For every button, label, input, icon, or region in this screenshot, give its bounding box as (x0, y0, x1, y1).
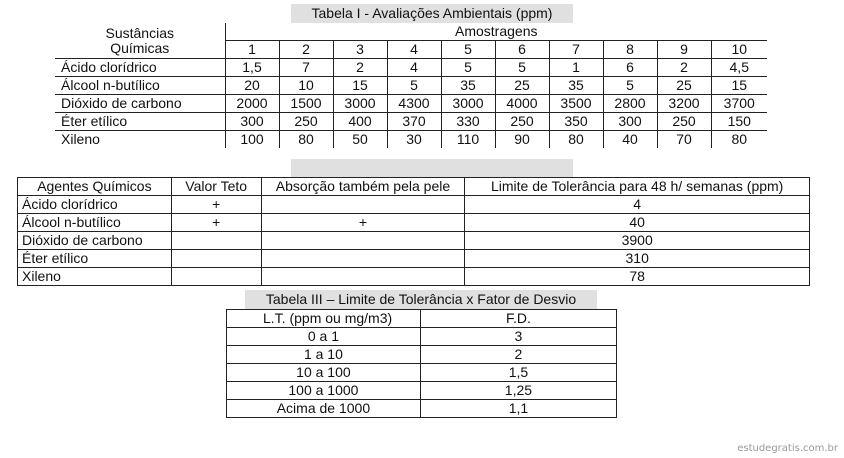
agent-name: Ácido clorídrico (18, 196, 172, 214)
pele-cell (261, 232, 465, 250)
cell: 6 (603, 59, 657, 77)
table-row (18, 196, 810, 214)
table-row (227, 400, 617, 418)
limite-cell: 40 (465, 214, 810, 232)
row-label: Dióxido de carbono (55, 95, 225, 113)
table-row (55, 59, 767, 77)
pele-cell: + (261, 214, 465, 232)
cell: 2800 (603, 95, 657, 113)
limite-cell: 78 (465, 268, 810, 286)
cell: 4300 (387, 95, 441, 113)
table1-corner-header (55, 23, 225, 59)
cell: 4,5 (711, 59, 767, 77)
col-header-7: 7 (549, 41, 603, 59)
cell: 3200 (657, 95, 711, 113)
cell: 5 (495, 59, 549, 77)
cell: 3700 (711, 95, 767, 113)
table-row (18, 232, 810, 250)
range-cell: 10 a 100 (227, 364, 421, 382)
table-row (55, 131, 767, 149)
table2-agentes-quimicos (17, 177, 810, 286)
table2-caption-bar (291, 159, 573, 177)
col-header-1: 1 (225, 41, 279, 59)
cell: 2 (657, 59, 711, 77)
row-label: Éter etílico (55, 113, 225, 131)
col-header-3: 3 (333, 41, 387, 59)
pele-cell (261, 268, 465, 286)
header-limite-tolerancia: Limite de Tolerância para 48 h/ semanas (ppm) (465, 178, 810, 196)
range-cell: 1 a 10 (227, 346, 421, 364)
cell: 300 (225, 113, 279, 131)
col-header-4: 4 (387, 41, 441, 59)
cell: 3500 (549, 95, 603, 113)
cell: 80 (549, 131, 603, 149)
table1-caption: Tabela I - Avaliações Ambientais (ppm) (291, 4, 573, 23)
table-row (227, 328, 617, 346)
col-header-2: 2 (279, 41, 333, 59)
table-row (18, 250, 810, 268)
cell: 1 (549, 59, 603, 77)
teto-cell (171, 268, 261, 286)
pele-cell (261, 250, 465, 268)
cell: 150 (711, 113, 767, 131)
range-cell: 0 a 1 (227, 328, 421, 346)
teto-cell: + (171, 196, 261, 214)
cell: 110 (441, 131, 495, 149)
fd-cell: 1,5 (420, 364, 616, 382)
table3-caption: Tabela III – Limite de Tolerância x Fator de Desvio (245, 290, 597, 309)
footer-watermark: estudegratis.com.br (737, 443, 838, 454)
corner-line1: Sustâncias (105, 24, 174, 41)
cell: 400 (333, 113, 387, 131)
table-header-row (18, 178, 810, 196)
teto-cell (171, 232, 261, 250)
col-header-8: 8 (603, 41, 657, 59)
cell: 1500 (279, 95, 333, 113)
cell: 330 (441, 113, 495, 131)
cell: 4 (387, 59, 441, 77)
corner-line2: Químicas (110, 39, 170, 56)
agent-name: Álcool n-butílico (18, 214, 172, 232)
cell: 2 (333, 59, 387, 77)
cell: 70 (657, 131, 711, 149)
cell: 1,5 (225, 59, 279, 77)
cell: 3000 (441, 95, 495, 113)
range-cell: 100 a 1000 (227, 382, 421, 400)
table-row (227, 364, 617, 382)
cell: 35 (549, 77, 603, 95)
row-label: Ácido clorídrico (55, 59, 225, 77)
pele-cell (261, 196, 465, 214)
cell: 250 (279, 113, 333, 131)
header-fd: F.D. (420, 310, 616, 328)
cell: 25 (495, 77, 549, 95)
cell: 80 (711, 131, 767, 149)
col-header-10: 10 (711, 41, 767, 59)
cell: 5 (603, 77, 657, 95)
table-row (55, 95, 767, 113)
cell: 30 (387, 131, 441, 149)
fd-cell: 1,1 (420, 400, 616, 418)
cell: 25 (657, 77, 711, 95)
col-header-9: 9 (657, 41, 711, 59)
agent-name: Éter etílico (18, 250, 172, 268)
cell: 90 (495, 131, 549, 149)
header-absorcao-pele: Absorção também pela pele (261, 178, 465, 196)
cell: 15 (711, 77, 767, 95)
col-header-6: 6 (495, 41, 549, 59)
fd-cell: 3 (420, 328, 616, 346)
cell: 50 (333, 131, 387, 149)
cell: 15 (333, 77, 387, 95)
cell: 20 (225, 77, 279, 95)
agent-name: Xileno (18, 268, 172, 286)
table-row (227, 382, 617, 400)
limite-cell: 310 (465, 250, 810, 268)
cell: 35 (441, 77, 495, 95)
cell: 40 (603, 131, 657, 149)
cell: 5 (387, 77, 441, 95)
amostragens-header: Amostragens (225, 23, 767, 41)
row-label: Álcool n-butílico (55, 77, 225, 95)
range-cell: Acima de 1000 (227, 400, 421, 418)
table1-avaliacoes-ambientais (55, 23, 767, 148)
fd-cell: 1,25 (420, 382, 616, 400)
cell: 7 (279, 59, 333, 77)
cell: 3000 (333, 95, 387, 113)
cell: 80 (279, 131, 333, 149)
header-agentes: Agentes Químicos (18, 178, 172, 196)
teto-cell (171, 250, 261, 268)
cell: 5 (441, 59, 495, 77)
header-valor-teto: Valor Teto (171, 178, 261, 196)
row-label: Xileno (55, 131, 225, 149)
cell: 300 (603, 113, 657, 131)
cell: 4000 (495, 95, 549, 113)
cell: 250 (657, 113, 711, 131)
fd-cell: 2 (420, 346, 616, 364)
table-row (18, 268, 810, 286)
table-row (55, 113, 767, 131)
table3-limite-fator-desvio (226, 309, 617, 418)
cell: 100 (225, 131, 279, 149)
cell: 250 (495, 113, 549, 131)
cell: 2000 (225, 95, 279, 113)
cell: 10 (279, 77, 333, 95)
header-lt: L.T. (ppm ou mg/m3) (227, 310, 421, 328)
table-header-row (227, 310, 617, 328)
limite-cell: 3900 (465, 232, 810, 250)
cell: 370 (387, 113, 441, 131)
agent-name: Dióxido de carbono (18, 232, 172, 250)
table-row (55, 77, 767, 95)
col-header-5: 5 (441, 41, 495, 59)
table-row (18, 214, 810, 232)
table-row (227, 346, 617, 364)
teto-cell: + (171, 214, 261, 232)
cell: 350 (549, 113, 603, 131)
limite-cell: 4 (465, 196, 810, 214)
